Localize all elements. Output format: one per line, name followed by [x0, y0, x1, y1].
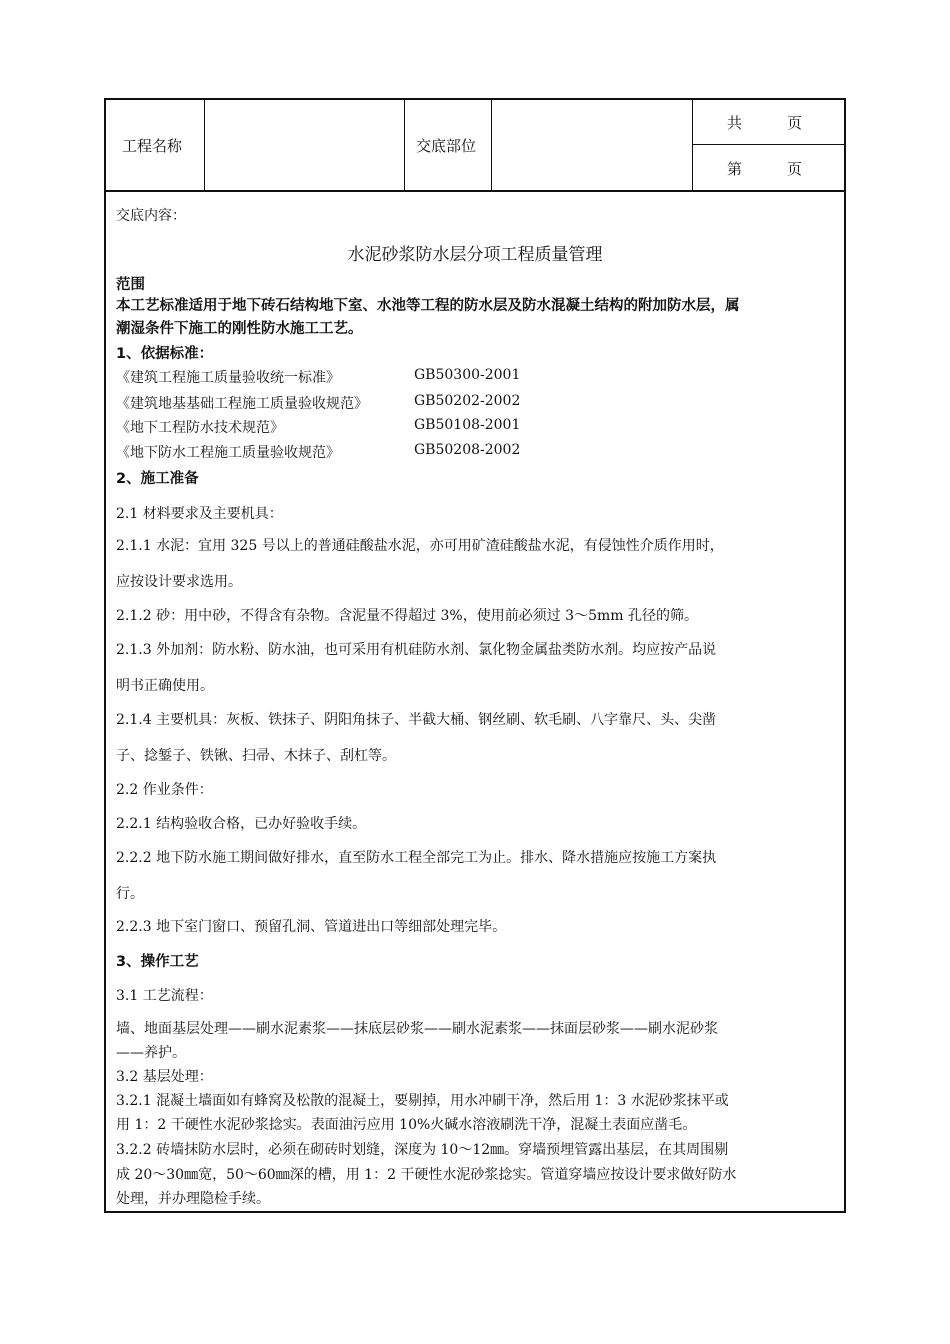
header-divider: [692, 144, 845, 145]
total-pages: 共 页: [727, 114, 803, 132]
paragraph: 2.2.1 结构验收合格，已办好验收手续。: [116, 816, 367, 832]
paragraph: 2.1.1 水泥：宜用 325 号以上的普通硅酸盐水泥，亦可用矿渣硅酸盐水泥，有侵蚀性介质作用时，: [116, 538, 724, 554]
location-label: 交底部位: [416, 137, 477, 155]
scope-text: 潮湿条件下施工的刚性防水施工工艺。: [116, 321, 363, 337]
standard-name: 《建筑地基基础工程施工质量验收规范》: [116, 396, 368, 412]
header-divider: [491, 99, 492, 191]
paragraph: ——养护。: [116, 1045, 186, 1061]
header-divider: [204, 99, 205, 191]
paragraph: 行。: [116, 886, 144, 902]
paragraph: 3.2.2 砖墙抹防水层时，必须在砌砖时划缝，深度为 10～12㎜。穿墙预埋管露出基层，在其周围剔: [116, 1142, 729, 1158]
paragraph: 用 1：2 干硬性水泥砂浆捻实。表面油污应用 10%火碱水溶液刷洗干净，混凝土表面应凿毛。: [116, 1117, 697, 1133]
paragraph: 3.2 基层处理：: [116, 1069, 213, 1085]
content-label: 交底内容：: [116, 208, 186, 224]
section-heading: 2、施工准备: [116, 471, 199, 487]
paragraph: 2.1.3 外加剂：防水粉、防水油，也可采用有机硅防水剂、氯化物金属盐类防水剂。均应按产品说: [116, 642, 717, 658]
standard-name: 《地下工程防水技术规范》: [116, 420, 284, 436]
scope-heading: 范围: [116, 277, 145, 293]
standard-name: 《建筑工程施工质量验收统一标准》: [116, 370, 340, 386]
paragraph: 墙、地面基层处理——刷水泥素浆——抹底层砂浆——刷水泥素浆——抹面层砂浆——刷水泥砂浆: [116, 1021, 718, 1037]
paragraph: 应按设计要求选用。: [116, 574, 242, 590]
paragraph: 处理，并办理隐检手续。: [116, 1191, 270, 1207]
section-heading: 1、依据标准：: [116, 346, 214, 362]
paragraph: 3.2.1 混凝土墙面如有蜂窝及松散的混凝土，要剔掉，用水冲刷干净，然后用 1：3 水泥砂浆抹平或: [116, 1093, 729, 1109]
header-bottom-line: [105, 190, 845, 192]
paragraph: 2.2.2 地下防水施工期间做好排水，直至防水工程全部完工为止。排水、降水措施应按施工方案执: [116, 850, 717, 866]
standard-code: GB50202-2002: [414, 393, 521, 409]
standard-code: GB50108-2001: [414, 417, 521, 433]
standard-code: GB50208-2002: [414, 442, 521, 458]
standard-code: GB50300-2001: [414, 367, 521, 383]
paragraph: 2.1.2 砂：用中砂，不得含有杂物。含泥量不得超过 3%，使用前必须过 3～5mm 孔径的筛。: [116, 608, 698, 624]
paragraph: 成 20～30㎜宽，50～60㎜深的槽，用 1：2 干硬性水泥砂浆捻实。管道穿墙应按设计要求做好防水: [116, 1167, 737, 1183]
page-number: 第 页: [727, 160, 803, 178]
section-heading: 3、操作工艺: [116, 954, 199, 970]
paragraph: 明书正确使用。: [116, 678, 214, 694]
header-divider: [692, 99, 693, 191]
paragraph: 3.1 工艺流程：: [116, 988, 213, 1004]
paragraph: 2.1 材料要求及主要机具：: [116, 506, 283, 522]
paragraph: 2.2 作业条件：: [116, 782, 213, 798]
header-divider: [404, 99, 405, 191]
paragraph: 子、捻錾子、铁锹、扫帚、木抹子、刮杠等。: [116, 748, 396, 764]
document-title: 水泥砂浆防水层分项工程质量管理: [347, 245, 603, 265]
paragraph: 2.2.3 地下室门窗口、预留孔洞、管道进出口等细部处理完毕。: [116, 919, 507, 935]
project-name-label: 工程名称: [122, 137, 183, 155]
standard-name: 《地下防水工程施工质量验收规范》: [116, 445, 340, 461]
scope-text: 本工艺标准适用于地下砖石结构地下室、水池等工程的防水层及防水混凝土结构的附加防水层，属: [116, 298, 740, 314]
paragraph: 2.1.4 主要机具：灰板、铁抹子、阴阳角抹子、半截大桶、钢丝刷、软毛刷、八字靠尺、头、尖凿: [116, 712, 717, 728]
